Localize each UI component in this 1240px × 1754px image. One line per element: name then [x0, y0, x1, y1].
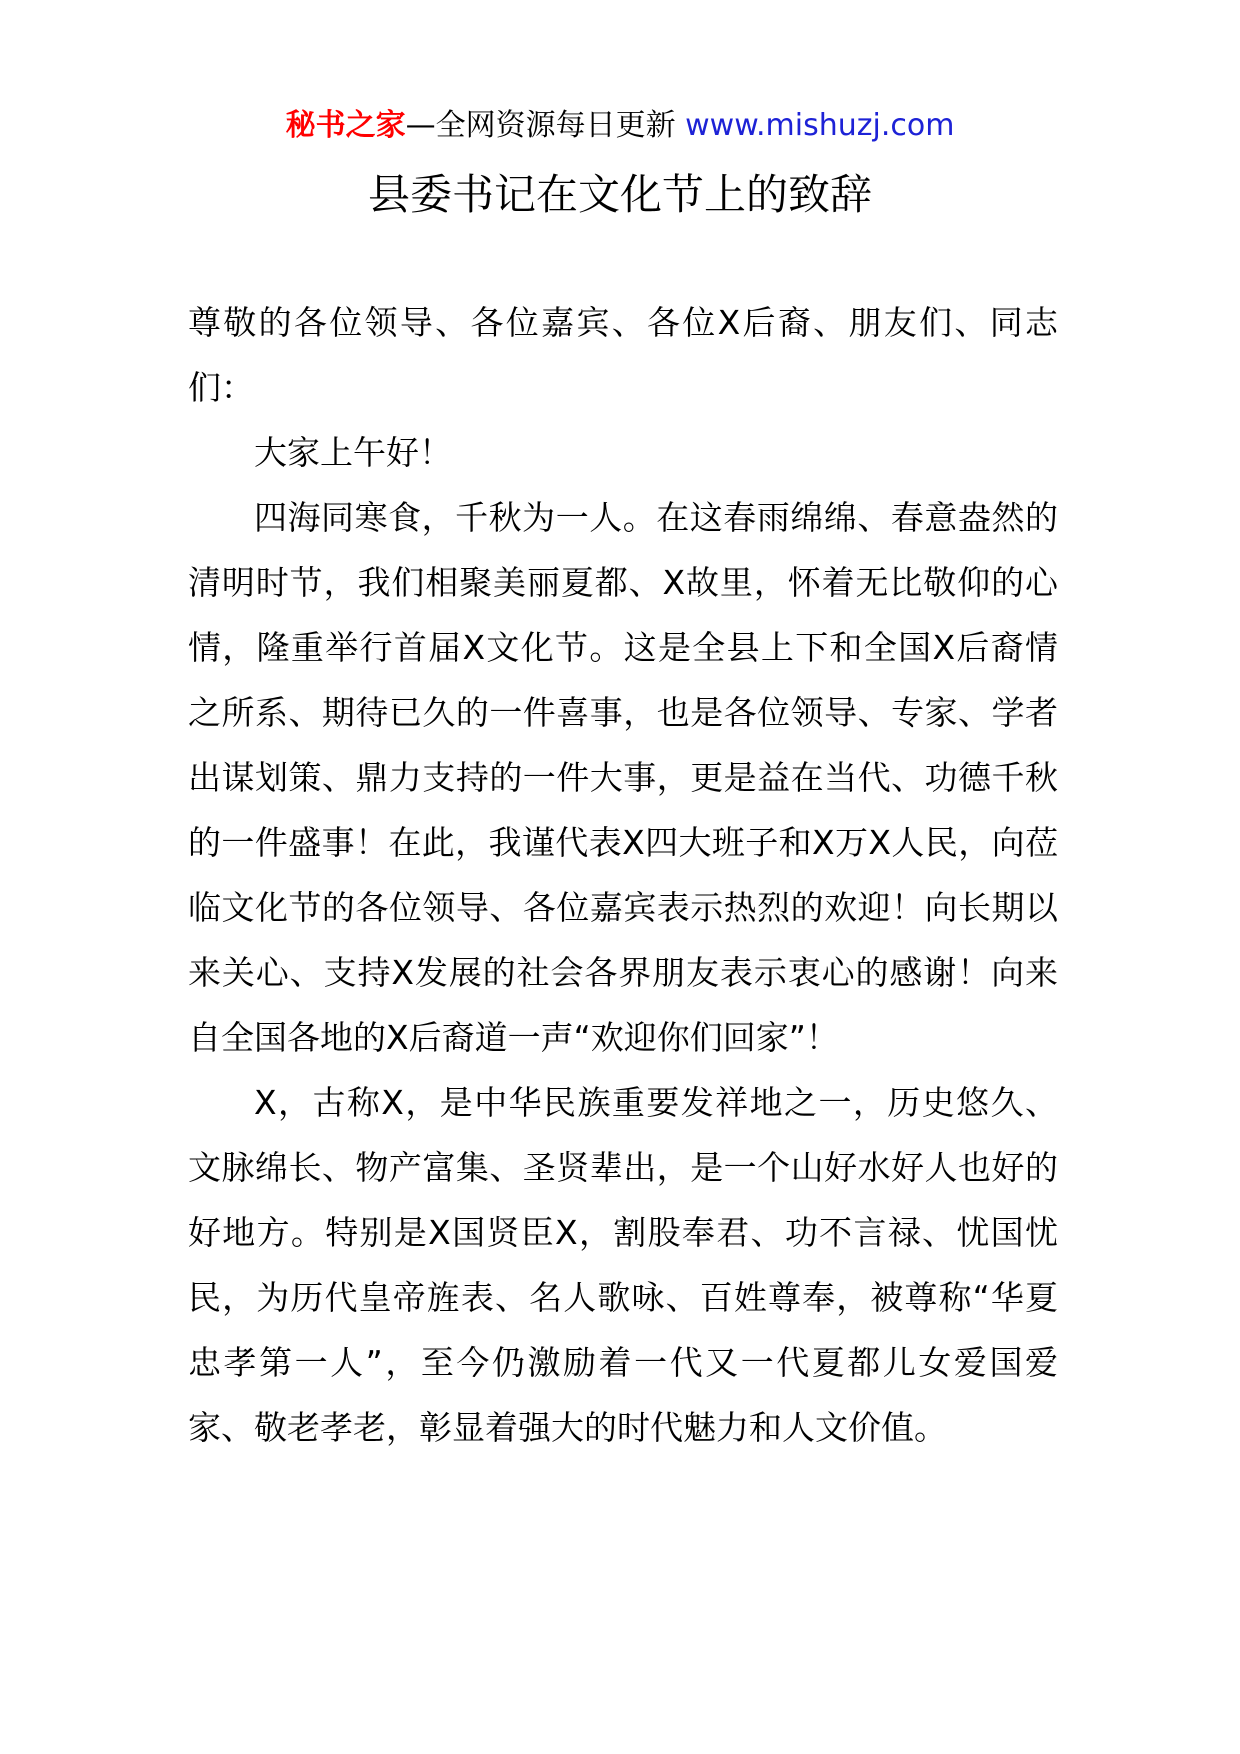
site-tagline: —全网资源每日更新	[405, 108, 676, 143]
body-paragraph: X，古称X，是中华民族重要发祥地之一，历史悠久、文脉绵长、物产富集、圣贤辈出，是一个山好水好人也好的好地方。特别是X国贤臣X，割股奉君、功不言禄、忧国忧民，为历代皇帝旌表、名人歌咏、百姓尊奉，被尊称“华夏忠孝第一人”，至今仍激励着一代又一代夏都儿女爱国爱家、敬老孝老，彰显着强大的时代魅力和人文价值。	[188, 1083, 1058, 1447]
salutation-paragraph: 尊敬的各位领导、各位嘉宾、各位X后裔、朋友们、同志们：	[188, 303, 1058, 407]
greeting-paragraph: 大家上午好！	[254, 433, 452, 472]
document-title: 县委书记在文化节上的致辞	[367, 170, 872, 219]
site-header	[0, 98, 1240, 154]
document-body	[188, 290, 1058, 1460]
site-brand: 秘书之家	[285, 108, 406, 143]
body-paragraph: 四海同寒食，千秋为一人。在这春雨绵绵、春意盎然的清明时节，我们相聚美丽夏都、X故里，怀着无比敬仰的心情，隆重举行首届X文化节。这是全县上下和全国X后裔情之所系、期待已久的一件喜事，也是各位领导、专家、学者出谋划策、鼎力支持的一件大事，更是益在当代、功德千秋的一件盛事！在此，我谨代表X四大班子和X万X人民，向莅临文化节的各位领导、各位嘉宾表示热烈的欢迎！向长期以来关心、支持X发展的社会各界朋友表示衷心的感谢！向来自全国各地的X后裔道一声“欢迎你们回家”！	[188, 498, 1058, 1057]
site-url[interactable]: www.mishuzj.com	[685, 108, 955, 143]
